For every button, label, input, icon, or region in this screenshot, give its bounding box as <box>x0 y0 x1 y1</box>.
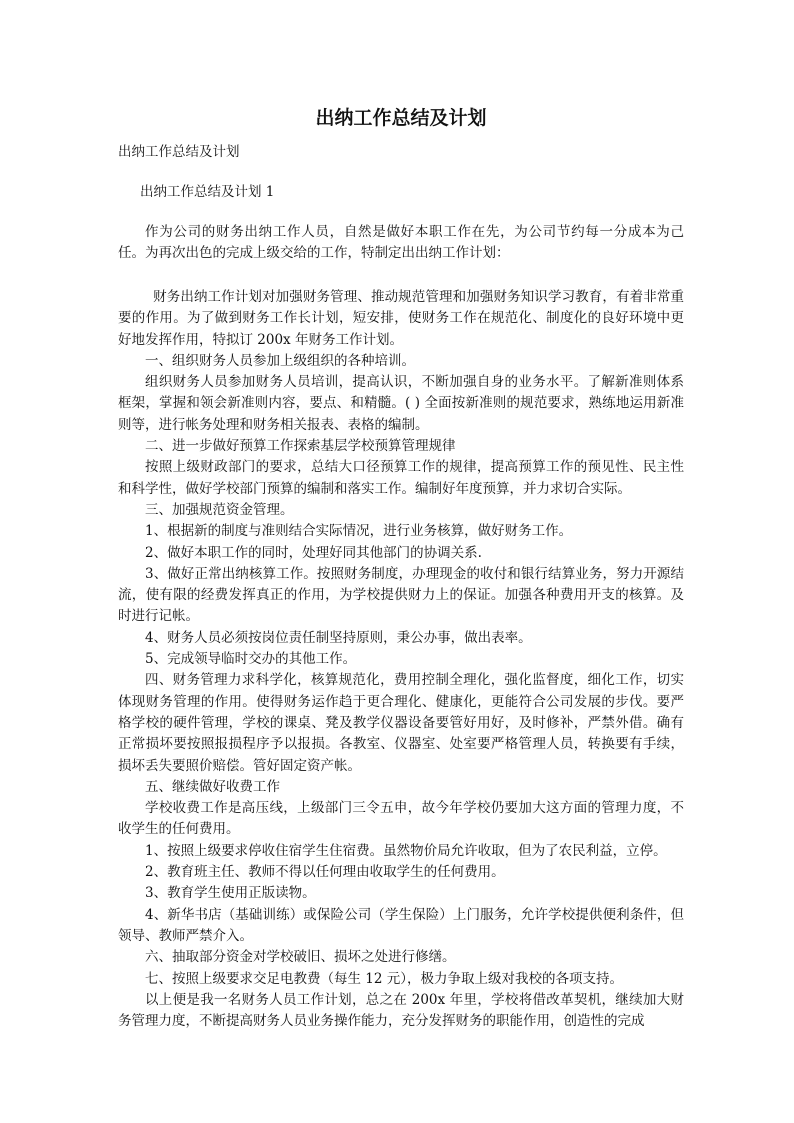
heading-training: 一、组织财务人员参加上级组织的各种培训。 <box>145 352 415 369</box>
intro-paragraph: 作为公司的财务出纳工作人员，自然是做好本职工作在先，为公司节约每一分成本为己任。为再次出色的完成上级交给的工作，特制定出出纳工作计划： <box>118 224 684 262</box>
list-item: 1、根据新的制度与准则结合实际情况，进行业务核算，做好财务工作。 <box>145 523 573 540</box>
paragraph-overview: 财务出纳工作计划对加强财务管理、推动规范管理和加强财务知识学习教育，有着非常重要的作用。为了做到财务工作长计划，短安排，使财务工作在规范化、制度化的良好环境中更好地发挥作用，特拟订 200x 年财务工作计划。 <box>118 289 684 348</box>
list-item: 1、按照上级要求停收住宿学生住宿费。虽然物价局允许收取，但为了农民利益，立停。 <box>145 842 667 859</box>
heading-funds: 三、加强规范资金管理。 <box>145 501 294 518</box>
paragraph-summary: 以上便是我一名财务人员工作计划，总之在 200x 年里，学校将借改革契机，继续加大财务管理力度，不断提高财务人员业务操作能力，充分发挥财务的职能作用，创造性的完成 <box>118 991 684 1030</box>
list-item: 4、新华书店（基础训练）或保险公司（学生保险）上门服务，允许学校提供便利条件，但领导、教师严禁介入。 <box>118 906 684 944</box>
paragraph-training: 组织财务人员参加财务人员培训，提高认识，不断加强自身的业务水平。了解新准则体系框架，掌握和领会新准则内容，要点、和精髓。( ) 全面按新准则的规范要求，熟练地运用新准则等，进行帐务处理和财务相关报表、表格的编制。 <box>118 374 684 433</box>
body-text <box>118 287 684 1032</box>
list-item: 2、教育班主任、教师不得以任何理由收取学生的任何费用。 <box>145 864 505 881</box>
heading-budget: 二、进一步做好预算工作探索基层学校预算管理规律 <box>145 438 456 455</box>
paragraph-budget: 按照上级财政部门的要求，总结大口径预算工作的规律，提高预算工作的预见性、民主性和科学性，做好学校部门预算的编制和落实工作。编制好年度预算，并力求切合实际。 <box>118 459 684 497</box>
heading-av-fee: 七、按照上级要求交足电教费（每生 12 元），极力争取上级对我校的各项支持。 <box>145 970 624 987</box>
list-item: 2、做好本职工作的同时，处理好同其他部门的协调关系. <box>145 544 482 561</box>
list-item: 4、财务人员必须按岗位责任制坚持原则，秉公办事，做出表率。 <box>145 629 532 646</box>
list-item: 3、做好正常出纳核算工作。按照财务制度，办理现金的收付和银行结算业务，努力开源结流，使有限的经费发挥真正的作用，为学校提供财力上的保证。加强各种费用开支的核算。及时进行记帐。 <box>118 565 684 625</box>
section-heading: 出纳工作总结及计划 1 <box>140 184 275 200</box>
heading-repair: 六、抽取部分资金对学校破旧、损坏之处进行修缮。 <box>145 949 456 966</box>
heading-fees: 五、继续做好收费工作 <box>145 778 280 795</box>
paragraph-fees: 学校收费工作是高压线，上级部门三令五申，故今年学校仍要加大这方面的管理力度，不收学生的任何费用。 <box>118 800 684 838</box>
paragraph-management: 四、财务管理力求科学化，核算规范化，费用控制全理化，强化监督度，细化工作，切实体现财务管理的作用。使得财务运作趋于更合理化、健康化，更能符合公司发展的步伐。要严格学校的硬件管理，学校的课桌、凳及教学仪器设备要管好用好，及时修补，严禁外借。确有正常损坏要按照报损程序予以报损。各教室、仪器室、处室要严格管理人员，转换要有手续，损坏丢失要照价赔偿。管好固定资产帐。 <box>118 672 684 774</box>
list-item: 3、教育学生使用正版读物。 <box>145 885 316 902</box>
document-subtitle: 出纳工作总结及计划 <box>118 144 240 160</box>
document-title: 出纳工作总结及计划 <box>315 107 487 129</box>
list-item: 5、完成领导临时交办的其他工作。 <box>145 651 357 668</box>
intro-block <box>118 222 684 265</box>
